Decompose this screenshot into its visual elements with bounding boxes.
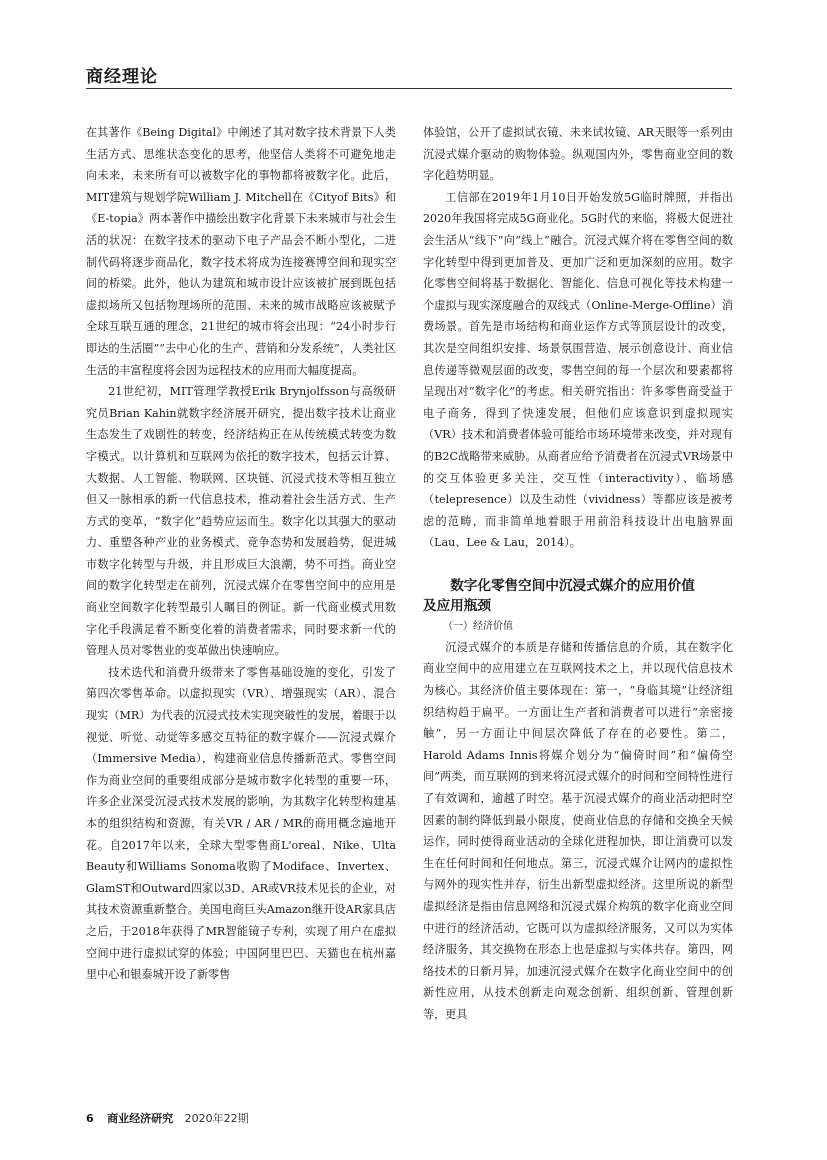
paragraph: 沉浸式媒介的本质是存储和传播信息的介质，其在数字化商业空间中的应用建立在互联网技术之上，并以现代信息技术为核心。其经济价值主要体现在：第一，“身临其境”让经济组织结构趋于扁平。一方面让生产者和消费者可以进行“亲密接触”，另一方面让中间层次降低了存在的必要性。第二，Harold Adams Innis将媒介划分为“偏倚时间”和“偏倚空间”两类，而互联网的到来将沉浸式媒介的时间和空间特性进行了有效调和，逾越了时空。基于沉浸式媒介的商业活动把时空因素的制约降低到最小限度，使商业信息的存储和交换全天候运作，同时使得商业活动的全球化进程加快，即让消费可以发生在任何时间和任何地点。第三，沉浸式媒介让网内的虚拟性与网外的现实性并存，衍生出新型虚拟经济。这里所说的新型虚拟经济是指由信息网络和沉浸式媒介构筑的数字化商业空间中进行的经济活动，它既可以为虚拟经济服务，又可以为实体经济服务，其交换物在形态上也是虚拟与实体共存。第四，网络技术的日新月异，加速沉浸式媒介在数字化商业空间中的创新性应用，从技术创新走向观念创新、组织创新、管理创新等，更具 — [423, 640, 733, 1021]
page-number: 6 — [86, 1112, 94, 1125]
page-footer — [86, 1110, 249, 1126]
section-heading: 数字化零售空间中沉浸式媒介的应用价值 — [450, 577, 695, 594]
running-header — [86, 62, 732, 87]
paragraph: 工信部在2019年1月10日开始发放5G临时牌照，并指出2020年我国将完成5G商业化。5G时代的来临，将极大促进社会生活从“线下”向“线上”融合。沉浸式媒介将在零售空间的数字化转型中得到更加普及、更加广泛和更加深刻的应用。数字化零售空间将基于数据化、智能化、信息可视化等技术构建一个虚拟与现实深度融合的双线式（Online-Merge-Offline）消费场景。首先是市场结构和商业运作方式等顶层设计的改变，其次是空间组织安排、场景氛围营造、展示创意设计、商业信息传递等微观层面的改变，零售空间的每一个层次和要素都将呈现出对“数字化”的考虑。相关研究指出：许多零售商受益于电子商务，得到了快速发展，但他们应该意识到虚拟现实（VR）技术和消费者体验可能给市场环境带来改变，并对现有的B2C战略带来威胁。从商者应给予消费者在沉浸式VR场景中的交互体验更多关注，交互性（interactivity）、临场感（telepresence）以及生动性（vividness）等都应该是被考虑的范畴，而非简单地着眼于用前沿科技设计出电脑界面（Lau、Lee & Lau，2014）。 — [423, 190, 733, 550]
section-heading-continued: 及应用瓶颈 — [423, 597, 491, 614]
section-title: 商经理论 — [86, 67, 158, 87]
subsection-heading: （一）经济价值 — [443, 620, 513, 632]
left-column — [86, 122, 396, 986]
issue-label: 2020年22期 — [184, 1112, 249, 1125]
right-column — [423, 122, 733, 1026]
paragraph: 21世纪初，MIT管理学教授Erik Brynjolfsson与高级研究员Brian Kahin就数字经济展开研究，提出数字技术让商业生态发生了戏剧性的转变，经济结构正在从传统模式转变为数字模式。以计算机和互联网为依托的数字技术，包括云计算、大数据、人工智能、物联网、区块链、沉浸式技术等相互独立但又一脉相承的新一代信息技术，推动着社会生活方式、生产方式的变革，“数字化”趋势应运而生。数字化以其强大的驱动力、重塑各种产业的业务模式、竞争态势和发展趋势，促进城市数字化转型与升级，并且形成巨大浪潮，势不可挡。商业空间的数字化转型走在前列，沉浸式媒介在零售空间中的应用是商业空间数字化转型最引人瞩目的例证。新一代商业模式用数字化手段满足着不断变化着的消费者需求，同时要求新一代的管理人员对零售业的变革做出快速响应。 — [86, 385, 396, 658]
paragraph: 体验馆，公开了虚拟试衣镜、未来试妆镜、AR天眼等一系列由沉浸式媒介驱动的购物体验。纵观国内外，零售商业空间的数字化趋势明显。 — [423, 126, 733, 183]
header-rule — [86, 88, 732, 89]
paragraph: 在其著作《Being Digital》中阐述了其对数字技术背景下人类生活方式、思维状态变化的思考，他坚信人类将不可避免地走向未来，未来所有可以被数字化的事物都将被数字化。此后，MIT建筑与规划学院William J. Mitchell在《Cityof Bits》和《E-topia》两本著作中描绘出数字化背景下未来城市与社会生活的状况：在数字技术的驱动下电子产品会不断小型化，二进制代码将逐步商品化，数字技术将成为连接赛博空间和现实空间的桥梁。此外，他认为建筑和城市设计应该被扩展到既包括虚拟场所又包括物理场所的范围、未来的城市战略应该被赋予全球互联互通的理念，21世纪的城市将会出现：“24小时步行即达的生活圈”“去中心化的生产、营销和分发系统”，人类社区生活的丰富程度将会因为远程技术的应用而大幅度提高。 — [86, 126, 396, 377]
paragraph: 技术迭代和消费升级带来了零售基础设施的变化，引发了第四次零售革命。以虚拟现实（VR）、增强现实（AR）、混合现实（MR）为代表的沉浸式技术实现突破性的发展，着眼于以视觉、听觉、动觉等多感交互特征的数字媒介——沉浸式媒介（Immersive Media），构建商业信息传播新范式。零售空间作为商业空间的重要组成部分是城市数字化转型的重要一环，许多企业深受沉浸式技术发展的影响，为其数字化转型构建基本的组织结构和资源，有关VR / AR / MR的商用概念遍地开花。自2017年以来，全球大型零售商L'oreal、Nike、Ulta Beauty和Williams Sonoma收购了Modiface、Invertex、GlamST和Outward四家以3D、AR或VR技术见长的企业，对其技术资源重新整合。美国电商巨头Amazon继开设AR家具店之后，于2018年获得了MR智能镜子专利，实现了用户在虚拟空间中进行虚拟试穿的体验；中国阿里巴巴、天猫也在杭州嘉里中心和银泰城开设了新零售 — [86, 665, 396, 982]
journal-name: 商业经济研究 — [107, 1112, 174, 1125]
